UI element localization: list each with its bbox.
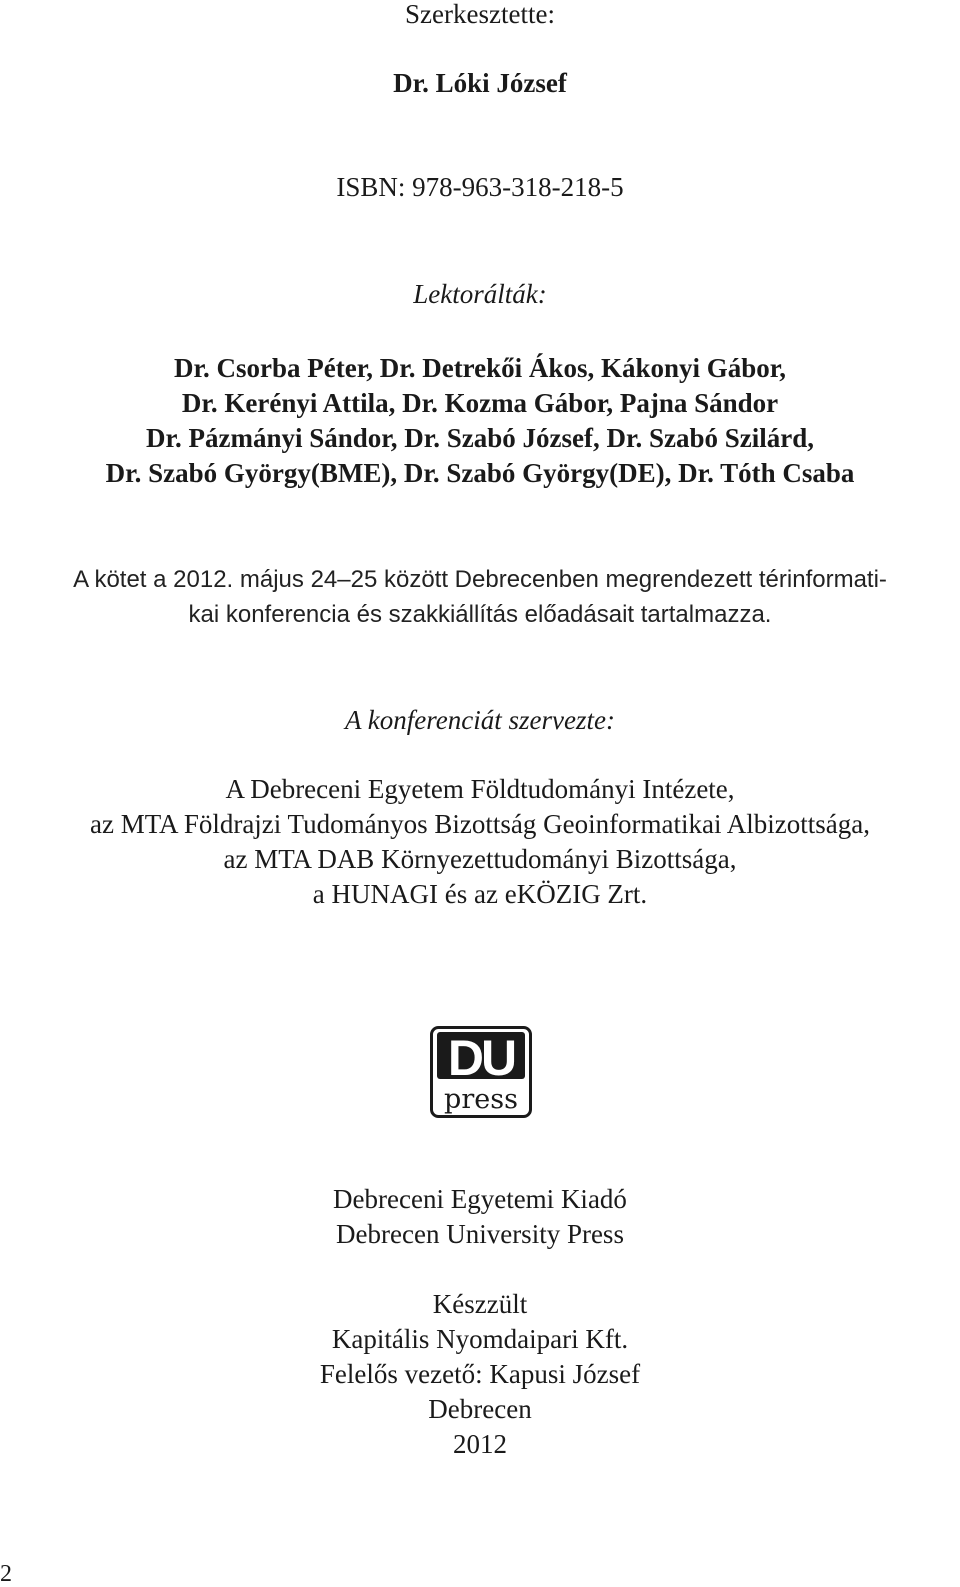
reviewers-line: Dr. Kerényi Attila, Dr. Kozma Gábor, Pajna Sándor <box>181 388 779 418</box>
printing-line: 2012 <box>453 1429 507 1459</box>
organizers-label: A konferenciát szervezte: <box>345 705 615 735</box>
editor-name: Dr. Lóki József <box>393 68 567 98</box>
organizers-list <box>0 772 960 912</box>
description-line: A kötet a 2012. május 24–25 között Debrecenben megrendezett térinformati- <box>73 566 887 593</box>
du-press-logo <box>430 1026 532 1118</box>
organizer-line: az MTA Földrajzi Tudományos Bizottság Geoinformatikai Albizottsága, <box>90 809 870 839</box>
logo-press-text: press <box>444 1084 518 1115</box>
page-number: 2 <box>0 1561 12 1587</box>
organizer-line: a HUNAGI és az eKÖZIG Zrt. <box>312 879 648 909</box>
publisher <box>0 1182 960 1252</box>
printing-line: Készzült <box>432 1289 528 1319</box>
logo-du-text: DU <box>447 1030 515 1086</box>
organizer-line: A Debreceni Egyetem Földtudományi Intézete, <box>225 774 735 804</box>
printing-info <box>0 1287 960 1462</box>
reviewers-line: Dr. Pázmányi Sándor, Dr. Szabó József, Dr. Szabó Szilárd, <box>145 423 815 453</box>
edited-by-label: Szerkesztette: <box>405 0 555 29</box>
organizer-line: az MTA DAB Környezettudományi Bizottsága, <box>223 844 737 874</box>
publisher-line: Debreceni Egyetemi Kiadó <box>333 1184 627 1214</box>
reviewers-line: Dr. Csorba Péter, Dr. Detrekői Ákos, Kákonyi Gábor, <box>173 353 787 383</box>
isbn: ISBN: 978-963-318-218-5 <box>336 172 624 202</box>
printing-line: Debrecen <box>428 1394 532 1424</box>
printing-line: Felelős vezető: Kapusi József <box>319 1359 641 1389</box>
description-line: kai konferencia és szakkiállítás előadásait tartalmazza. <box>188 601 772 628</box>
volume-description <box>0 562 960 632</box>
printing-line: Kapitális Nyomdaipari Kft. <box>331 1324 629 1354</box>
reviewers-line: Dr. Szabó György(BME), Dr. Szabó György(DE), Dr. Tóth Csaba <box>105 458 855 488</box>
reviewers-label: Lektorálták: <box>413 279 547 309</box>
publisher-line: Debrecen University Press <box>336 1219 624 1249</box>
reviewers-list <box>0 351 960 491</box>
